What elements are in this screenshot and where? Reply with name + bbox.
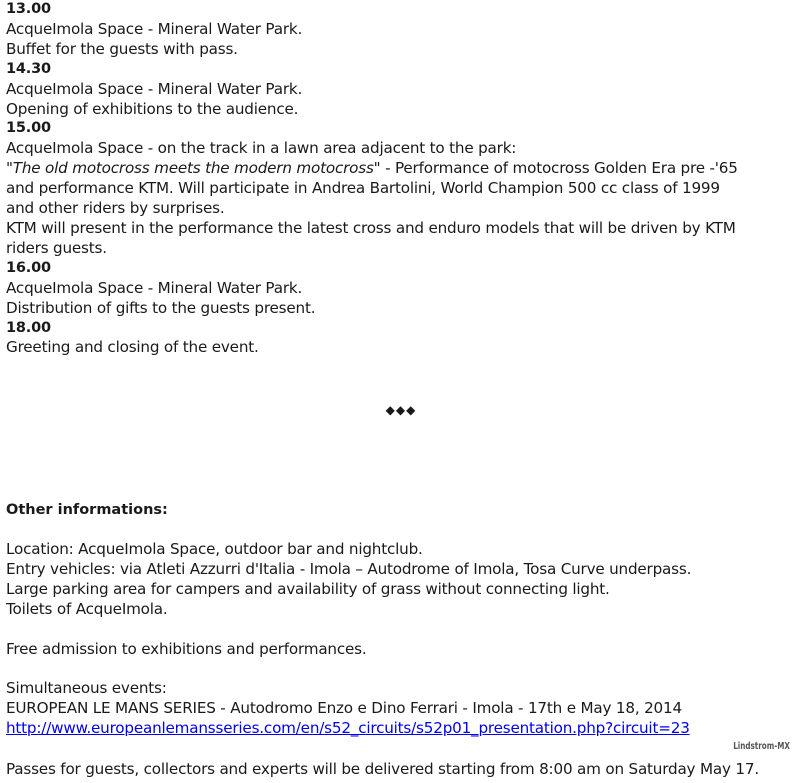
elms-circuit-link[interactable]: http://www.europeanlemansseries.com/en/s52_circuits/s52p01_presentation.php?circuit=23 (6, 719, 690, 738)
admission-line: Free admission to exhibitions and performances. (6, 639, 367, 658)
schedule-line: AcqueImola Space - Mineral Water Park. (6, 79, 303, 98)
schedule-line: and other riders by surprises. (6, 199, 225, 218)
event-document (6, 0, 796, 778)
schedule-line: AcqueImola Space - Mineral Water Park. (6, 19, 303, 38)
performance-title: "The old motocross meets the modern motocross" (6, 159, 381, 178)
other-info-section (6, 540, 796, 739)
time-1430: 14.30 (6, 60, 51, 77)
parking-line: Large parking area for campers and availability of grass without connecting light. (6, 579, 610, 598)
simultaneous-label: Simultaneous events: (6, 679, 167, 698)
photo-credit: Lindstrom-MX (733, 741, 790, 752)
location-line: Location: AcqueImola Space, outdoor bar and nightclub. (6, 540, 423, 558)
entry-line: Entry vehicles: via Atleti Azzurri d'Italia - Imola – Autodrome of Imola, Tosa Curve underpass. (6, 559, 692, 578)
passes-line: Passes for guests, collectors and experts will be delivered starting from 8:00 am on Saturday May 17. (6, 760, 759, 778)
toilets-line: Toilets of AcqueImola. (6, 599, 168, 618)
schedule-line: AcqueImola Space - Mineral Water Park. (6, 278, 303, 297)
spacer (6, 620, 796, 640)
schedule-line: Distribution of gifts to the guests present. (6, 298, 316, 317)
time-1500: 15.00 (6, 120, 51, 137)
spacer (6, 659, 796, 679)
time-1800: 18.00 (6, 319, 51, 336)
schedule-line: riders guests. (6, 238, 107, 257)
schedule-line: and performance KTM. Will participate in Andrea Bartolini, World Champion 500 cc class of 1999 (6, 179, 720, 198)
simultaneous-event: EUROPEAN LE MANS SERIES - Autodromo Enzo e Dino Ferrari - Imola - 17th e May 18, 2014 (6, 699, 682, 718)
time-1600: 16.00 (6, 259, 51, 276)
schedule-line (6, 159, 796, 179)
diamond-divider: ◆◆◆ (385, 403, 417, 417)
schedule-line: AcqueImola Space - on the track in a lawn area adjacent to the park: (6, 139, 517, 158)
performance-description: - Performance of motocross Golden Era pre -'65 (380, 159, 738, 178)
schedule-line: KTM will present in the performance the latest cross and enduro models that will be driven by KTM (6, 218, 736, 237)
time-1300: 13.00 (6, 1, 51, 17)
schedule-line: Buffet for the guests with pass. (6, 39, 238, 58)
schedule-line: Opening of exhibitions to the audience. (6, 99, 299, 118)
schedule-line: Greeting and closing of the event. (6, 338, 259, 357)
other-info-heading: Other informations: (6, 502, 168, 518)
